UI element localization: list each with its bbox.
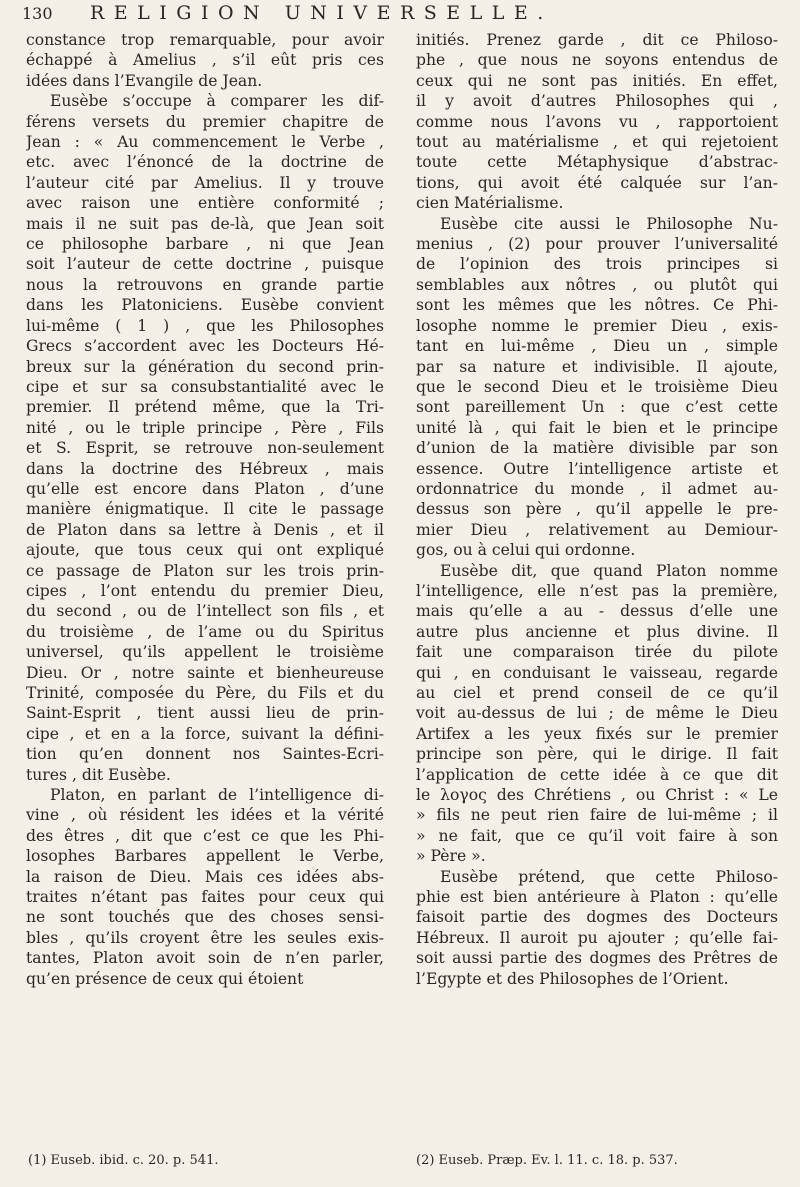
right-column-line: par sa nature et indivisible. Il ajoute, — [416, 357, 778, 376]
left-column-line: et S. Esprit, se retrouve non-seulement — [26, 439, 384, 458]
left-column-line: tures , dit Eusèbe. — [26, 765, 171, 784]
right-column-line: autre plus ancienne et plus divine. Il — [416, 622, 778, 641]
left-column-line: Jean : « Au commencement le Verbe , — [26, 133, 384, 152]
left-column-line: des êtres , dit que c’est ce que les Phi- — [26, 826, 384, 845]
left-column-line: cipe et sur sa consubstantialité avec le — [26, 377, 384, 396]
right-column-line: gos, ou à celui qui ordonne. — [416, 541, 636, 560]
left-column-line: premier. Il prétend même, que la Tri- — [26, 398, 384, 417]
right-column-line: unité là , qui fait le bien et le principe — [416, 418, 778, 437]
left-column-line: de Platon dans sa lettre à Denis , et il — [26, 520, 384, 539]
left-column-line: du second , ou de l’intellect son fils , et — [26, 602, 384, 621]
right-column-line: principe son père, qui le dirige. Il fait — [416, 745, 778, 764]
left-column-line: qu’elle est encore dans Platon , d’une — [26, 479, 384, 498]
footnote-right: (2) Euseb. Præp. Ev. l. 11. c. 18. p. 537. — [416, 1153, 678, 1168]
right-column-line: l’intelligence, elle n’est pas la première, — [416, 581, 778, 600]
right-column-line: dessus son père , qu’il appelle le pre- — [416, 500, 778, 519]
right-column-line: initiés. Prenez garde , dit ce Philoso- — [416, 31, 778, 49]
left-column-line: soit l’auteur de cette doctrine , puisque — [26, 255, 384, 274]
left-column-line: ce passage de Platon sur les trois prin- — [26, 561, 384, 580]
right-column-line: » ne fait, que ce qu’il voit faire à son — [416, 826, 778, 845]
right-column-line: Hébreux. Il auroit pu ajouter ; qu’elle fai- — [416, 928, 778, 947]
footnote-left: (1) Euseb. ibid. c. 20. p. 541. — [28, 1153, 219, 1168]
right-column-line: tions, qui avoit été calquée sur l’an- — [416, 173, 778, 192]
right-column-line: au ciel et prend conseil de ce qu’il — [416, 684, 778, 702]
left-column-line: nité , ou le triple principe , Père , Fils — [26, 418, 384, 437]
right-column-line: le λογος des Chrétiens , ou Christ : « Le — [416, 786, 778, 805]
left-column-line: la raison de Dieu. Mais ces idées abs- — [26, 867, 384, 886]
left-column-line: dans la doctrine des Hébreux , mais — [26, 459, 384, 478]
left-column-line: tantes, Platon avoit soin de n’en parler, — [26, 949, 384, 968]
left-column-line: dans les Platoniciens. Eusèbe convient — [26, 296, 384, 315]
right-column-line: tout au matérialisme , et qui rejetoient — [416, 133, 778, 152]
left-column-line: vine , où résident les idées et la vérité — [26, 806, 384, 825]
right-column-line: Eusèbe dit, que quand Platon nomme — [440, 561, 778, 580]
left-column-line: Saint-Esprit , tient aussi lieu de prin- — [26, 704, 384, 723]
left-column-line: manière énigmatique. Il cite le passage — [26, 500, 384, 519]
right-column-line: mais qu’elle a au - dessus d’elle une — [416, 602, 778, 621]
left-column-line: Eusèbe s’occupe à comparer les dif- — [50, 92, 384, 111]
left-column-line: etc. avec l’énoncé de la doctrine de — [26, 153, 384, 172]
right-column-line: comme nous l’avons vu , rapportoient — [416, 112, 778, 131]
right-column-line: l’Egypte et des Philosophes de l’Orient. — [416, 969, 729, 988]
left-column-line: avec raison une entière conformité ; — [26, 194, 384, 213]
left-column-line: idées dans l’Evangile de Jean. — [26, 71, 263, 90]
right-column-line: sont les mêmes que les nôtres. Ce Phi- — [416, 296, 778, 315]
right-column-line: losophe nomme le premier Dieu , exis- — [416, 316, 778, 335]
right-column-line: cien Matérialisme. — [416, 194, 564, 213]
left-column-line: lui-même ( 1 ) , que les Philosophes — [26, 316, 384, 335]
right-column-line: Eusèbe cite aussi le Philosophe Nu- — [440, 214, 778, 233]
right-column-line: » Père ». — [416, 847, 486, 866]
right-column-line: que le second Dieu et le troisième Dieu — [416, 377, 778, 396]
left-column — [26, 30, 384, 989]
left-column-line: mais il ne suit pas de-là, que Jean soit — [26, 214, 384, 233]
left-column-line: universel, qu’ils appellent le troisième — [26, 643, 384, 662]
left-column-line: Dieu. Or , notre sainte et bienheureuse — [26, 663, 384, 682]
right-column-line: toute cette Métaphysique d’abstrac- — [416, 153, 778, 172]
left-column-line: traites n’étant pas faites pour ceux qui — [26, 888, 384, 907]
right-column-line: menius , (2) pour prouver l’universalité — [416, 235, 778, 254]
right-column-line: tant en lui-même , Dieu un , simple — [416, 337, 778, 356]
right-column-line: de l’opinion des trois principes si — [416, 255, 778, 274]
left-column-line: nous la retrouvons en grande partie — [26, 275, 384, 294]
left-column-line: ajoute, que tous ceux qui ont expliqué — [26, 541, 384, 560]
right-column-line: d’union de la matière divisible par son — [416, 439, 778, 458]
right-column-line: ceux qui ne sont pas initiés. En effet, — [416, 71, 778, 90]
left-column-line: losophes Barbares appellent le Verbe, — [26, 847, 384, 866]
right-column-line: mier Dieu , relativement au Demiour- — [416, 520, 778, 539]
right-column-line: essence. Outre l’intelligence artiste et — [416, 459, 778, 478]
left-column-line: constance trop remarquable, pour avoir — [26, 31, 384, 49]
right-column-line: semblables aux nôtres , ou plutôt qui — [416, 275, 778, 294]
left-column-line: qu’en présence de ceux qui étoient — [26, 969, 304, 988]
left-column-line: cipes , l’ont entendu du premier Dieu, — [26, 581, 384, 600]
right-column — [416, 30, 778, 989]
left-column-line: échappé à Amelius , s’il eût pris ces — [26, 51, 384, 70]
right-column-line: Eusèbe prétend, que cette Philoso- — [440, 867, 778, 886]
right-column-line: faisoit partie des dogmes des Docteurs — [416, 908, 778, 927]
running-header — [22, 2, 782, 32]
left-column-line: breux sur la génération du second prin- — [26, 357, 384, 376]
right-column-line: il y avoit d’autres Philosophes qui , — [416, 92, 778, 111]
left-column-line: ce philosophe barbare , ni que Jean — [26, 235, 384, 254]
left-column-line: tion qu’en donnent nos Saintes-Ecri- — [26, 745, 384, 764]
left-column-line: cipe , et en a la force, suivant la défini- — [26, 724, 384, 743]
right-column-line: qui , en conduisant le vaisseau, regarde — [416, 663, 778, 682]
right-column-line: phe , que nous ne soyons entendus de — [416, 51, 778, 70]
right-column-line: soit aussi partie des dogmes des Prêtres de — [416, 949, 778, 968]
left-column-line: ne sont touchés que des choses sensi- — [26, 908, 384, 927]
right-column-line: » fils ne peut rien faire de lui-même ; il — [416, 806, 778, 825]
left-column-line: bles , qu’ils croyent être les seules exis- — [26, 928, 384, 947]
right-column-line: l’application de cette idée à ce que dit — [416, 765, 778, 784]
left-column-line: Grecs s’accordent avec les Docteurs Hé- — [26, 337, 384, 356]
right-column-line: sont pareillement Un : que c’est cette — [416, 398, 778, 417]
running-title: RELIGION UNIVERSELLE. — [90, 2, 553, 24]
right-column-line: voit au-dessus de lui ; de même le Dieu — [416, 704, 778, 723]
page-number: 130 — [22, 4, 53, 23]
left-column-line: l’auteur cité par Amelius. Il y trouve — [26, 173, 384, 192]
right-column-line: fait une comparaison tirée du pilote — [416, 643, 778, 662]
left-column-line: Trinité, composée du Père, du Fils et du — [26, 684, 384, 702]
left-column-line: du troisième , de l’ame ou du Spiritus — [26, 622, 384, 641]
right-column-line: ordonnatrice du monde , il admet au- — [416, 479, 778, 498]
right-column-line: Artifex a les yeux fixés sur le premier — [416, 724, 778, 743]
left-column-line: férens versets du premier chapitre de — [26, 112, 384, 131]
right-column-line: phie est bien antérieure à Platon : qu’elle — [416, 888, 778, 907]
left-column-line: Platon, en parlant de l’intelligence di- — [50, 786, 384, 805]
